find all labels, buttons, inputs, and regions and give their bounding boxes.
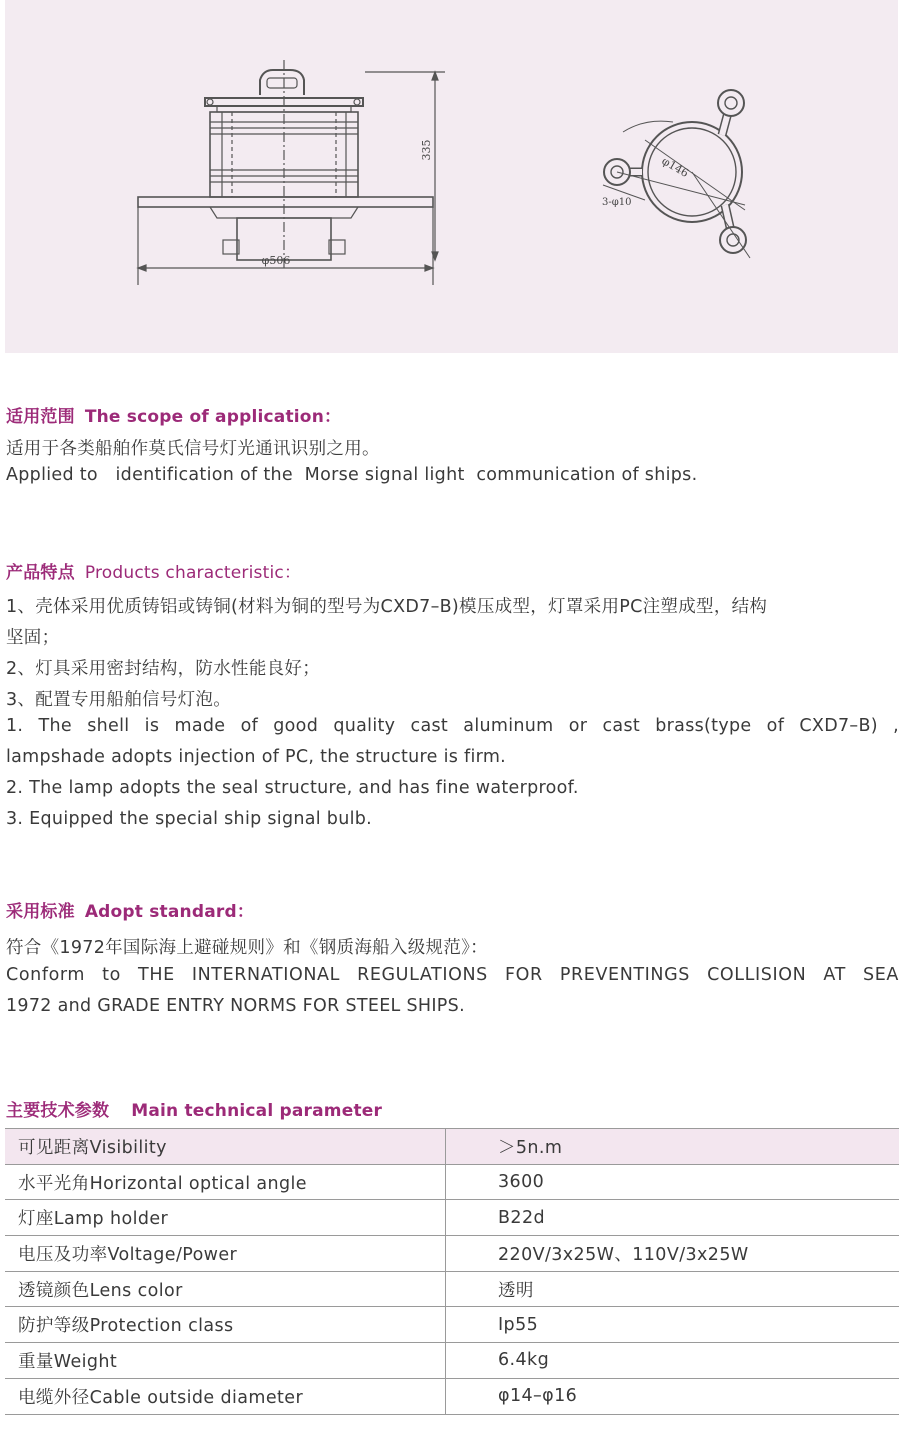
scope-title-en: The scope of application： xyxy=(84,407,342,427)
param-value: Ip55 xyxy=(446,1307,900,1343)
table-row xyxy=(5,1236,899,1272)
scope-title-cn: 适用范围 xyxy=(6,407,75,427)
products-line-5: 1. The shell is made of good quality cast aluminum or cast brass(type of CXD7–B) , xyxy=(6,716,899,736)
param-value: B22d xyxy=(446,1200,900,1236)
scope-text-cn: 适用于各类船舶作莫氏信号灯光通讯识别之用。 xyxy=(6,439,380,459)
param-value: 220V/3x25W、110V/3x25W xyxy=(446,1236,900,1272)
products-line-3: 2、灯具采用密封结构，防水性能良好； xyxy=(6,659,321,679)
standard-line-3: 1972 and GRADE ENTRY NORMS FOR STEEL SHIPS. xyxy=(6,996,465,1016)
standard-title-en: Adopt standard： xyxy=(84,902,255,922)
params-title-cn: 主要技术参数 xyxy=(6,1101,110,1121)
param-value: 3600 xyxy=(446,1164,900,1200)
technical-drawing-panel xyxy=(5,0,898,353)
param-key: 防护等级Protection class xyxy=(5,1307,446,1343)
standard-section-title xyxy=(6,897,254,922)
param-key: 灯座Lamp holder xyxy=(5,1200,446,1236)
scope-section-title xyxy=(6,402,341,427)
products-line-2: 坚固； xyxy=(6,628,60,648)
table-row xyxy=(5,1271,899,1307)
param-key: 水平光角Horizontal optical angle xyxy=(5,1164,446,1200)
products-line-7: 2. The lamp adopts the seal structure, and has fine waterproof. xyxy=(6,778,579,798)
products-title-cn: 产品特点 xyxy=(6,563,75,583)
products-section-title xyxy=(6,558,301,583)
lamp-front-view xyxy=(138,60,445,285)
products-line-1: 1、壳体采用优质铸铝或铸铜(材料为铜的型号为CXD7–B)模压成型，灯罩采用PC注塑成型，结构 xyxy=(6,597,768,617)
table-row xyxy=(5,1129,899,1165)
products-line-8: 3. Equipped the special ship signal bulb. xyxy=(6,809,373,829)
technical-drawing xyxy=(5,0,898,353)
params-section-title xyxy=(6,1096,382,1121)
scope-text-en: Applied to identification of the Morse signal light communication of ships. xyxy=(6,465,698,485)
param-value: 透明 xyxy=(446,1271,900,1307)
param-value: φ14–φ16 xyxy=(446,1378,900,1414)
table-row xyxy=(5,1378,899,1414)
param-key: 电压及功率Voltage/Power xyxy=(5,1236,446,1272)
param-value: ＞5n.m xyxy=(446,1129,900,1165)
bolt-circle-dimension-label: φ146 xyxy=(659,154,691,180)
table-row xyxy=(5,1200,899,1236)
holes-dimension-label: 3-φ10 xyxy=(602,197,632,208)
standard-line-1: 符合《1972年国际海上避碰规则》和《钢质海船入级规范》： xyxy=(6,938,488,958)
diameter-dimension-label: φ506 xyxy=(261,254,291,267)
param-key: 透镜颜色Lens color xyxy=(5,1271,446,1307)
parameter-table xyxy=(5,1128,899,1415)
table-row xyxy=(5,1164,899,1200)
table-row xyxy=(5,1307,899,1343)
products-title-en: Products characteristic： xyxy=(84,563,302,583)
standard-line-2: Conform to THE INTERNATIONAL REGULATIONS FOR PREVENTINGS COLLISION AT SEA xyxy=(6,965,899,985)
table-row xyxy=(5,1343,899,1379)
products-line-4: 3、配置专用船舶信号灯泡。 xyxy=(6,690,232,710)
standard-title-cn: 采用标准 xyxy=(6,902,75,922)
height-dimension-label: 335 xyxy=(420,139,433,161)
param-key: 电缆外径Cable outside diameter xyxy=(5,1378,446,1414)
products-line-6: lampshade adopts injection of PC, the structure is firm. xyxy=(6,747,507,767)
params-title-en: Main technical parameter xyxy=(131,1101,383,1121)
param-value: 6.4kg xyxy=(446,1343,900,1379)
param-key: 重量Weight xyxy=(5,1343,446,1379)
param-key: 可见距离Visibility xyxy=(5,1129,446,1165)
